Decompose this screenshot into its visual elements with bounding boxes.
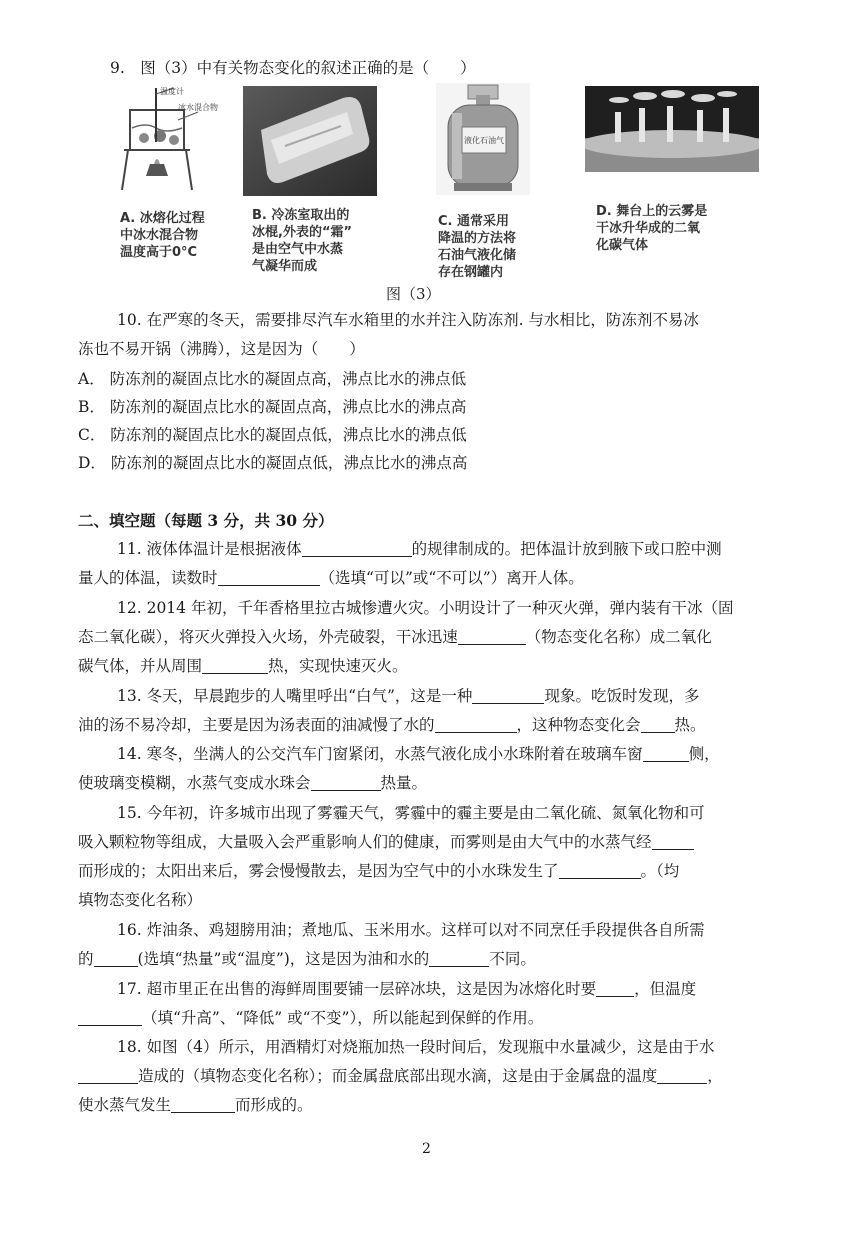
blank[interactable] xyxy=(171,1096,235,1113)
q13-line1: 13. 冬天，早晨跑步的人嘴里呼出“白气”，这是一种 现象。吃饭时发现，多 xyxy=(117,687,700,705)
q16-line2: 的 (选填“热量”或“温度”)，这是因为油和水的 不同。 xyxy=(78,950,536,968)
q15-line2: 吸入颗粒物等组成，大量吸入会严重影响人们的健康，而雾则是由大气中的水蒸气经 xyxy=(78,831,694,853)
q10-option-a: A． 防冻剂的凝固点比水的凝固点高，沸点比水的沸点低 xyxy=(78,370,467,388)
caption-d: D. 舞台上的云雾是 干冰升华成的二氧 化碳气体 xyxy=(596,204,708,253)
mixture-label: 冰水混合物 xyxy=(178,103,218,112)
q10-stem-line1: 10. 在严寒的冬天，需要排尽汽车水箱里的水并注入防冻剂. 与水相比，防冻剂不易冰 xyxy=(117,311,699,329)
blank[interactable] xyxy=(657,1067,707,1084)
blank[interactable] xyxy=(311,774,381,791)
q12-line2: 态二氧化碳），将灭火弹投入火场，外壳破裂，干冰迅速 （物态变化名称）成二氧化 xyxy=(78,628,712,646)
blank[interactable] xyxy=(643,745,689,762)
blank[interactable] xyxy=(78,1009,142,1026)
blank[interactable] xyxy=(458,628,526,645)
blank[interactable] xyxy=(429,950,489,967)
ice-melting-apparatus-image xyxy=(116,84,236,192)
blank[interactable] xyxy=(472,687,544,704)
q16-line1: 16. 炸油条、鸡翅膀用油；煮地瓜、玉米用水。这样可以对不同烹任手段提供各自所需 xyxy=(117,921,705,939)
gas-canister-image xyxy=(436,83,530,195)
caption-a: A. 冰熔化过程 中冰水混合物 温度高于0°C xyxy=(120,211,205,260)
q10-option-c: C． 防冻剂的凝固点比水的凝固点低，沸点比水的沸点低 xyxy=(78,426,467,444)
q9-stem: 9. 图（3）中有关物态变化的叙述正确的是（ ） xyxy=(110,59,476,77)
blank[interactable] xyxy=(78,1067,138,1084)
q15-line3: 而形成的；太阳出来后，雾会慢慢散去，是因为空气中的小水珠发生了 。（均 xyxy=(78,862,680,880)
q18-line1: 18. 如图（4）所示，用酒精灯对烧瓶加热一段时间后，发现瓶中水量减少，这是由于水 xyxy=(117,1038,715,1056)
q11-line2: 量人的体温，读数时 （选填“可以”或“不可以”）离开人体。 xyxy=(78,569,584,587)
blank[interactable] xyxy=(652,833,694,850)
q14-line2: 使玻璃变模糊，水蒸气变成水珠会 热量。 xyxy=(78,774,428,792)
blank[interactable] xyxy=(302,540,412,557)
section-2-title: 二、填空题（每题 3 分，共 30 分） xyxy=(78,511,334,530)
frosted-popsicle-image xyxy=(243,86,377,196)
q18-line2: 造成的（填物态变化名称）；而金属盘底部出现水滴，这是由于金属盘的温度 ， xyxy=(78,1065,723,1087)
caption-c: C. 通常采用 降温的方法将 石油气液化储 存在钢罐内 xyxy=(438,214,517,280)
q18-line3: 使水蒸气发生 而形成的。 xyxy=(78,1096,313,1114)
blank[interactable] xyxy=(641,716,675,733)
caption-b: B. 冷冻室取出的 冰棍,外表的“霜” 是由空气中水蒸 气凝华而成 xyxy=(252,208,353,274)
q15-line1: 15. 今年初，许多城市出现了雾霾天气，雾霾中的霾主要是由二氧化硫、氮氧化物和可 xyxy=(117,804,705,822)
q17-line1: 17. 超市里正在出售的海鲜周围要铺一层碎冰块，这是因为冰熔化时要 ，但温度 xyxy=(117,980,697,998)
blank[interactable] xyxy=(596,980,634,997)
q14-line1: 14. 寒冬，坐满人的公交汽车门窗紧闭，水蒸气液化成小水珠附着在玻璃车窗 侧， xyxy=(117,745,720,763)
q12-line3: 碳气体，并从周围 热，实现快速灭火。 xyxy=(78,657,408,675)
q13-line2: 油的汤不易冷却，主要是因为汤表面的油减慢了水的 ，这种物态变化会 热。 xyxy=(78,716,706,734)
q12-line1: 12. 2014 年初，千年香格里拉古城惨遭火灾。小明设计了一种灭火弹，弹内装有干冰（固 xyxy=(117,599,734,617)
stage-fog-image xyxy=(585,86,759,172)
blank[interactable] xyxy=(218,569,320,586)
q15-line4: 填物态变化名称） xyxy=(78,891,203,909)
blank[interactable] xyxy=(94,950,138,967)
q11-line1: 11. 液体体温计是根据液体 的规律制成的。把体温计放到腋下或口腔中测 xyxy=(117,540,722,558)
q10-option-b: B． 防冻剂的凝固点比水的凝固点高，沸点比水的沸点高 xyxy=(78,398,467,416)
thermometer-label: 温度计 xyxy=(160,87,184,96)
page-number: 2 xyxy=(422,1141,431,1157)
q10-option-d: D． 防冻剂的凝固点比水的凝固点低，沸点比水的沸点高 xyxy=(78,454,468,472)
blank[interactable] xyxy=(559,862,641,879)
blank[interactable] xyxy=(202,657,268,674)
figure-3-caption: 图（3） xyxy=(386,285,441,303)
q10-stem-line2: 冻也不易开锅（沸腾），这是因为（ ） xyxy=(78,340,365,358)
canister-label: 液化石油气 xyxy=(464,136,504,145)
blank[interactable] xyxy=(435,716,517,733)
q17-line2: （填“升高”、“降低” 或“不变”），所以能起到保鲜的作用。 xyxy=(78,1007,543,1029)
